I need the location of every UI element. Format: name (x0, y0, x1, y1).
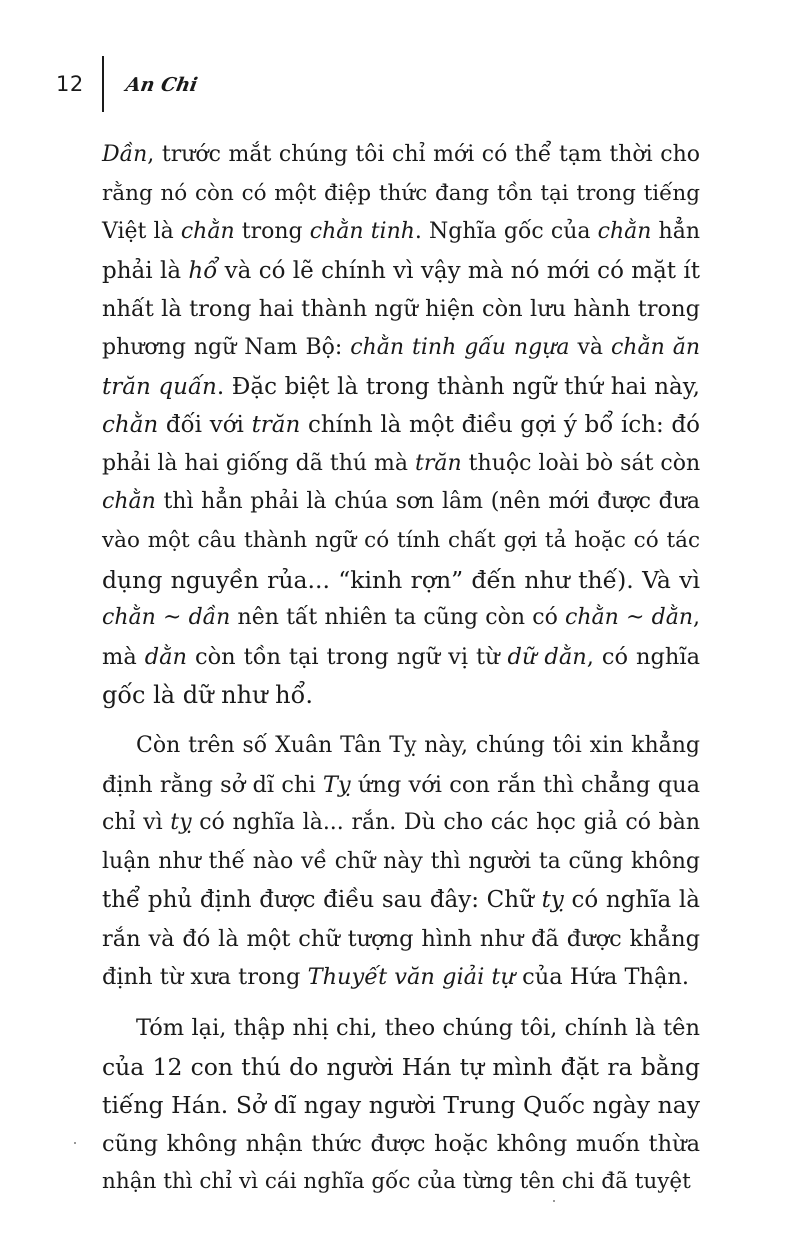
text-segment: chính là một điều gợi ý bổ ích: đó (300, 412, 701, 439)
text-line (102, 1048, 700, 1087)
text-segment: , trước mắt chúng tôi chỉ mới có thể tạm thời cho (147, 142, 700, 167)
text-segment: thể phủ định được điều sau đây: Chữ (102, 887, 542, 914)
text-segment: có nghĩa là... rắn. Dù cho các học giả có bàn (191, 810, 700, 836)
text-line (102, 881, 700, 920)
text-line (102, 252, 700, 291)
text-line (102, 136, 700, 175)
text-segment: phương ngữ Nam Bộ: (102, 334, 351, 360)
italic-term: chằn ăn (610, 334, 701, 360)
text-segment: dụng nguyền rủa... “kinh rợn” đến như thế). Và vì (102, 565, 700, 594)
paragraph (102, 136, 700, 715)
italic-term: tỵ (541, 887, 564, 914)
text-segment: mà (102, 643, 145, 670)
italic-term: chằn (102, 412, 159, 439)
text-segment: gốc là dữ như hổ. (102, 681, 313, 710)
text-segment: phải là (102, 257, 189, 284)
paragraph (102, 727, 700, 997)
text-segment: rằng nó còn có một điệp thức đang tồn tại trong tiếng (102, 180, 700, 206)
italic-term: tỵ (170, 810, 192, 836)
text-line (102, 766, 700, 805)
italic-term: trăn quấn (102, 373, 217, 400)
text-line (102, 522, 700, 561)
paragraph (102, 1009, 700, 1202)
italic-term: dữ dằn (507, 643, 587, 670)
text-line (102, 329, 700, 368)
italic-term: Tỵ (322, 771, 351, 798)
text-segment: chỉ vì (102, 810, 171, 836)
text-segment: của Hứa Thận. (514, 964, 690, 991)
text-segment: nhất là trong hai thành ngữ hiện còn lưu hành trong (102, 296, 700, 323)
italic-term: chằn ~ dần (102, 605, 231, 631)
text-segment: đối với (158, 412, 252, 439)
text-segment: tiếng Hán. Sở dĩ ngay người Trung Quốc ngày nay (102, 1091, 700, 1120)
page-number: 12 (56, 72, 84, 96)
text-line (102, 213, 700, 252)
text-line (102, 561, 700, 600)
author-name: An Chi (124, 74, 200, 96)
header-divider (102, 56, 104, 112)
italic-term: trăn (251, 412, 301, 439)
text-line (102, 368, 700, 407)
print-speck (553, 1200, 555, 1202)
italic-term: chằn (180, 219, 235, 245)
text-segment: có nghĩa là (563, 887, 700, 914)
italic-term: chằn tinh (309, 219, 415, 245)
print-speck (74, 1142, 76, 1144)
italic-term: chằn (102, 489, 156, 515)
text-line (102, 804, 700, 843)
text-segment: vào một câu thành ngữ có tính chất gợi tả hoặc có tác (102, 527, 700, 553)
text-line (102, 599, 700, 638)
text-segment: Còn trên số Xuân Tân Tỵ này, chúng tôi xin khẳng (136, 732, 700, 758)
text-line (102, 1125, 700, 1164)
text-line (102, 175, 700, 214)
text-line (102, 638, 700, 677)
text-segment: hẳn (651, 219, 701, 245)
text-line (102, 445, 700, 484)
text-segment: định từ xưa trong (102, 964, 308, 991)
italic-term: Thuyết văn giải tự (307, 964, 515, 991)
text-segment: và có lẽ chính vì vậy mà nó mới có mặt ít (217, 257, 700, 284)
text-line (102, 1086, 700, 1125)
text-line (102, 290, 700, 329)
text-line (102, 843, 700, 882)
text-segment: . Đặc biệt là trong thành ngữ thứ hai này, (216, 373, 700, 400)
italic-term: chằn (597, 219, 652, 245)
text-segment: nên tất nhiên ta cũng còn có (230, 605, 566, 631)
body-text (102, 136, 700, 1202)
text-line (102, 920, 700, 959)
text-segment: luận như thế nào về chữ này thì người ta cũng không (102, 848, 700, 874)
text-segment: rắn và đó là một chữ tượng hình như đã được khẳng (102, 925, 700, 952)
text-segment: và (569, 334, 611, 360)
text-segment: Việt là (102, 219, 181, 245)
text-segment: , (693, 605, 700, 631)
text-line (102, 483, 700, 522)
text-segment: nhận thì chỉ vì cái nghĩa gốc của từng tên chi đã tuyệt (102, 1169, 691, 1195)
text-segment: thuộc loài bò sát còn (461, 450, 701, 476)
running-header (56, 64, 356, 108)
text-line (102, 958, 700, 997)
text-segment: , có nghĩa (586, 643, 700, 670)
text-segment: của 12 con thú do người Hán tự mình đặt ra bằng (102, 1052, 700, 1081)
text-line (102, 1163, 700, 1202)
text-segment: trong (234, 219, 310, 245)
text-segment: Tóm lại, thập nhị chi, theo chúng tôi, chính là tên (136, 1015, 700, 1042)
text-segment: định rằng sở dĩ chi (102, 771, 323, 798)
paragraph-gap (102, 715, 700, 727)
text-segment: thì hẳn phải là chúa sơn lâm (nên mới được đưa (155, 489, 700, 515)
text-segment: . Nghĩa gốc của (414, 219, 598, 245)
italic-term: trăn (415, 450, 462, 476)
text-line (102, 406, 700, 445)
text-segment: cũng không nhận thức được hoặc không muốn thừa (102, 1130, 700, 1157)
italic-term: chằn tinh gấu ngựa (350, 334, 570, 360)
text-segment: còn tồn tại trong ngữ vị từ (187, 643, 508, 670)
text-line (102, 676, 700, 715)
paragraph-gap (102, 997, 700, 1009)
text-line (102, 727, 700, 766)
italic-term: Dần (102, 142, 148, 167)
text-line (102, 1009, 700, 1048)
italic-term: dằn (144, 643, 188, 670)
italic-term: chằn ~ dằn (565, 605, 693, 631)
text-segment: phải là hai giống dã thú mà (102, 450, 416, 476)
text-segment: ứng với con rắn thì chẳng qua (350, 771, 701, 798)
italic-term: hổ (188, 257, 218, 284)
